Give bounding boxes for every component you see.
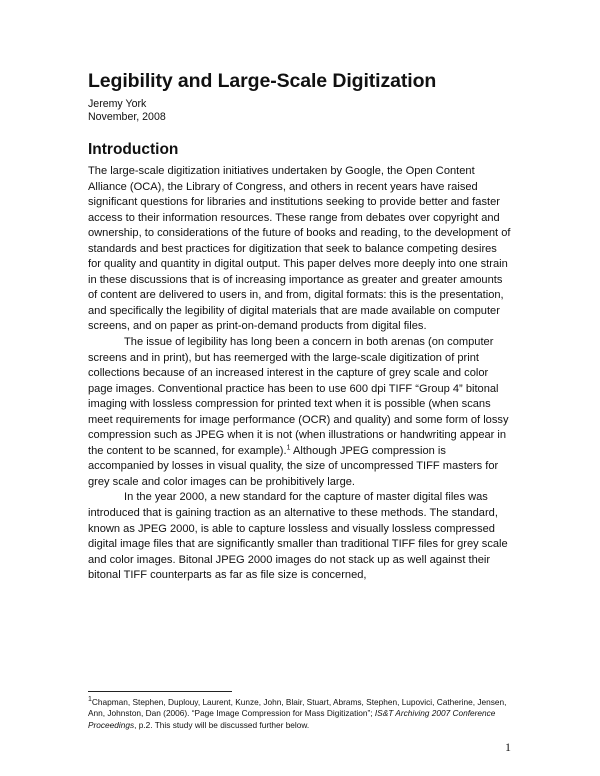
footnote-publication: IS&T Archiving 2007 Conference Proceedings bbox=[88, 708, 496, 730]
footnote-text-end: , p.2. This study will be discussed further below. bbox=[134, 719, 310, 730]
author-name: Jeremy York bbox=[88, 98, 147, 110]
footnote-text: Chapman, Stephen, Duplouy, Laurent, Kunze, John, Blair, Stuart, Abrams, Stephen, Lupovici, Catherine, Jensen, Ann, Johnston, Dan (2006). “Page Image Compression for Mass Digitization”; bbox=[88, 697, 507, 719]
paragraph-2 bbox=[88, 335, 512, 490]
paragraph-3: In the year 2000, a new standard for the capture of master digital files was introduced that is gaining traction as an alternative to these methods. The standard, known as JPEG 2000, is able to capture lossless and visually lossless compressed digital image files that are significantly smaller than traditional TIFF files for grey scale and color images. Bitonal JPEG 2000 images do not stack up as well against their bitonal TIFF counterparts as far as file size is concerned, bbox=[88, 491, 508, 582]
document-date: November, 2008 bbox=[88, 111, 166, 123]
footnote bbox=[88, 697, 518, 731]
section-heading: Introduction bbox=[88, 141, 179, 158]
paragraph-2-continuation: Although JPEG compression is accompanied by losses in visual quality, the size of uncompressed TIFF masters for grey scale and color images can be prohibitively large. bbox=[88, 444, 499, 488]
footnote-divider bbox=[88, 691, 232, 692]
document-body bbox=[88, 164, 512, 584]
paragraph-1: The large-scale digitization initiatives undertaken by Google, the Open Content Alliance (OCA), the Library of Congress, and others in recent years have raised significant questions for libraries and institutions seeking to provide better and faster access to their information resources. These range from debates over copyright and ownership, to considerations of the future of books and reading, to the development of standards and best practices for digitization that seek to balance competing desires for quality and quantity in digital output. This paper delves more deeply into one strain in these discussions that is of increasing importance as greater and greater amounts of content are delivered to users in, and from, digital formats: this is the presentation, and specifically the legibility of digital materials that are made available on computer screens, and on paper as print-on-demand products from digital files. bbox=[88, 165, 511, 333]
page-number: 1 bbox=[505, 740, 511, 754]
footnote-reference: 1 bbox=[286, 444, 291, 452]
document-byline bbox=[88, 98, 166, 124]
paragraph-2-text: The issue of legibility has long been a concern in both arenas (on computer screens and in print), but has reemerged with the large-scale digitization of print collections because of an increased interest in the capture of grey scale and color page images. Conventional practice has been to use 600 dpi TIFF “Group 4” bitonal imaging with lossless compression for printed text when it is possible (when scans meet requirements for image performance (OCR) and quality) and some form of lossy compression such as JPEG when it is not (when illustrations or handwriting appear in the content to be scanned, for example). bbox=[88, 336, 509, 457]
document-title: Legibility and Large-Scale Digitization bbox=[88, 70, 437, 92]
footnote-marker: 1 bbox=[88, 696, 92, 704]
